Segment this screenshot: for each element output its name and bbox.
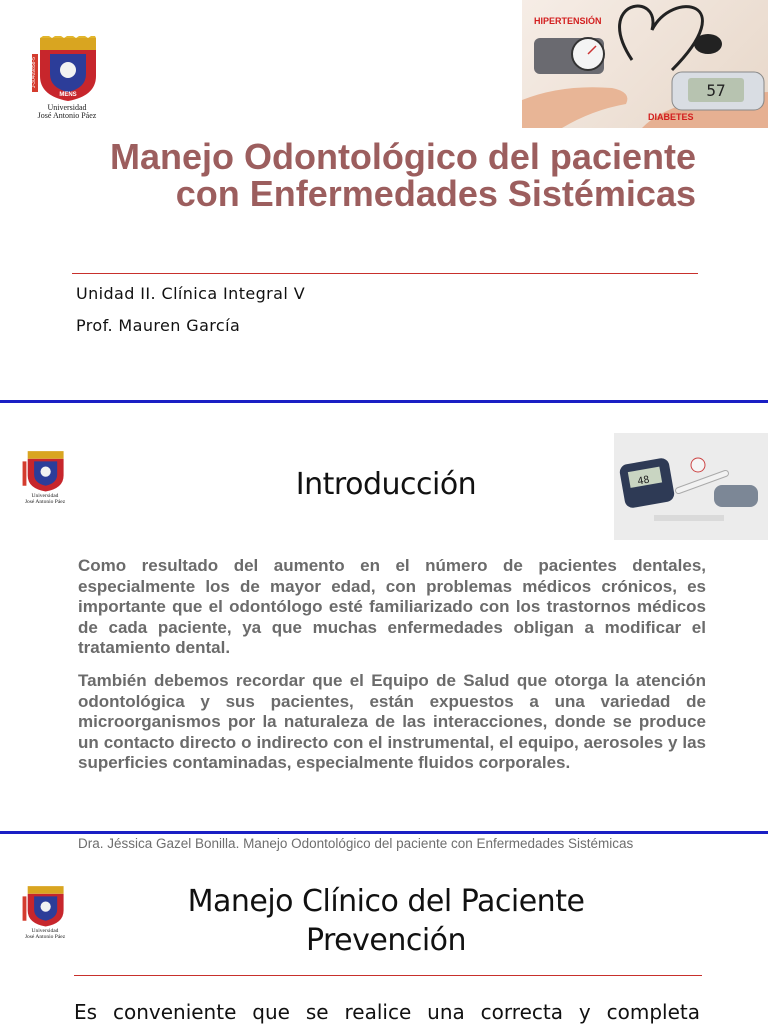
- slide-title-line1: Manejo Clínico del Paciente: [187, 884, 585, 919]
- university-name-line2: José Antonio Páez: [37, 111, 97, 121]
- hypertension-diabetes-photo: [522, 0, 768, 128]
- university-name-line1: Universidad: [31, 493, 59, 499]
- presentation-title: Manejo Odontológico del paciente con Enfermedades Sistémicas: [109, 136, 696, 214]
- svg-text:48: 48: [636, 474, 651, 488]
- svg-text:MENS: MENS: [59, 92, 77, 98]
- university-name-line2: José Antonio Páez: [24, 498, 66, 505]
- university-name: [20, 929, 70, 941]
- university-logo: [20, 884, 70, 941]
- slide-clinical-management: [0, 834, 768, 1024]
- glucometer-photo: [614, 433, 768, 540]
- university-logo: [28, 36, 106, 121]
- intro-paragraph-2: También debemos recordar que el Equipo de Salud que otorga la atención odontológica y sus pacientes, están expuestos a una variedad de microorganismos por la naturaleza de las interacciones, donde se produce un contacto directo o indirecto con el instrumental, el equipo, aerosoles y las superficies contaminadas, especialmente fluidos corporales.: [78, 671, 706, 773]
- university-name: [20, 494, 70, 506]
- svg-text:J-30409858-5: J-30409858-5: [31, 57, 37, 88]
- university-name: [28, 104, 106, 121]
- slide-body-text: Es conveniente que se realice una correcta y completa: [74, 1000, 700, 1024]
- university-name-line2: José Antonio Páez: [24, 933, 66, 940]
- svg-text:57: 57: [706, 81, 726, 100]
- slide-title: [160, 882, 612, 960]
- university-name-line1: Universidad: [31, 928, 59, 934]
- slide-footer-citation: Dra. Jéssica Gazel Bonilla. Manejo Odontológico del paciente con Enfermedades Sistémicas: [78, 836, 634, 851]
- university-seal-icon: [28, 36, 106, 102]
- subtitle-professor: Prof. Mauren García: [76, 316, 241, 335]
- university-logo: [20, 449, 70, 506]
- university-name-line1: Universidad: [47, 103, 87, 112]
- svg-text:DIABETES: DIABETES: [648, 112, 694, 122]
- intro-paragraph-1: Como resultado del aumento en el número de pacientes dentales, especialmente los de mayor edad, con problemas médicos crónicos, es importante que el odontólogo esté familiarizado con los trastornos médicos de cada paciente, ya que muchas enfermedades obligan a modificar el tratamiento dental.: [78, 556, 706, 658]
- university-seal-icon: [20, 449, 70, 493]
- subtitle-unit: Unidad II. Clínica Integral V: [76, 284, 306, 303]
- slide-title: Introducción: [295, 467, 477, 502]
- title-rule: [72, 273, 698, 274]
- title-rule: [74, 975, 702, 976]
- slide-title-line2: Prevención: [305, 923, 467, 958]
- slide-title: [0, 0, 768, 400]
- svg-text:HIPERTENSIÓN: HIPERTENSIÓN: [534, 16, 602, 26]
- slide-introduction: [0, 403, 768, 831]
- university-seal-icon: [20, 884, 70, 928]
